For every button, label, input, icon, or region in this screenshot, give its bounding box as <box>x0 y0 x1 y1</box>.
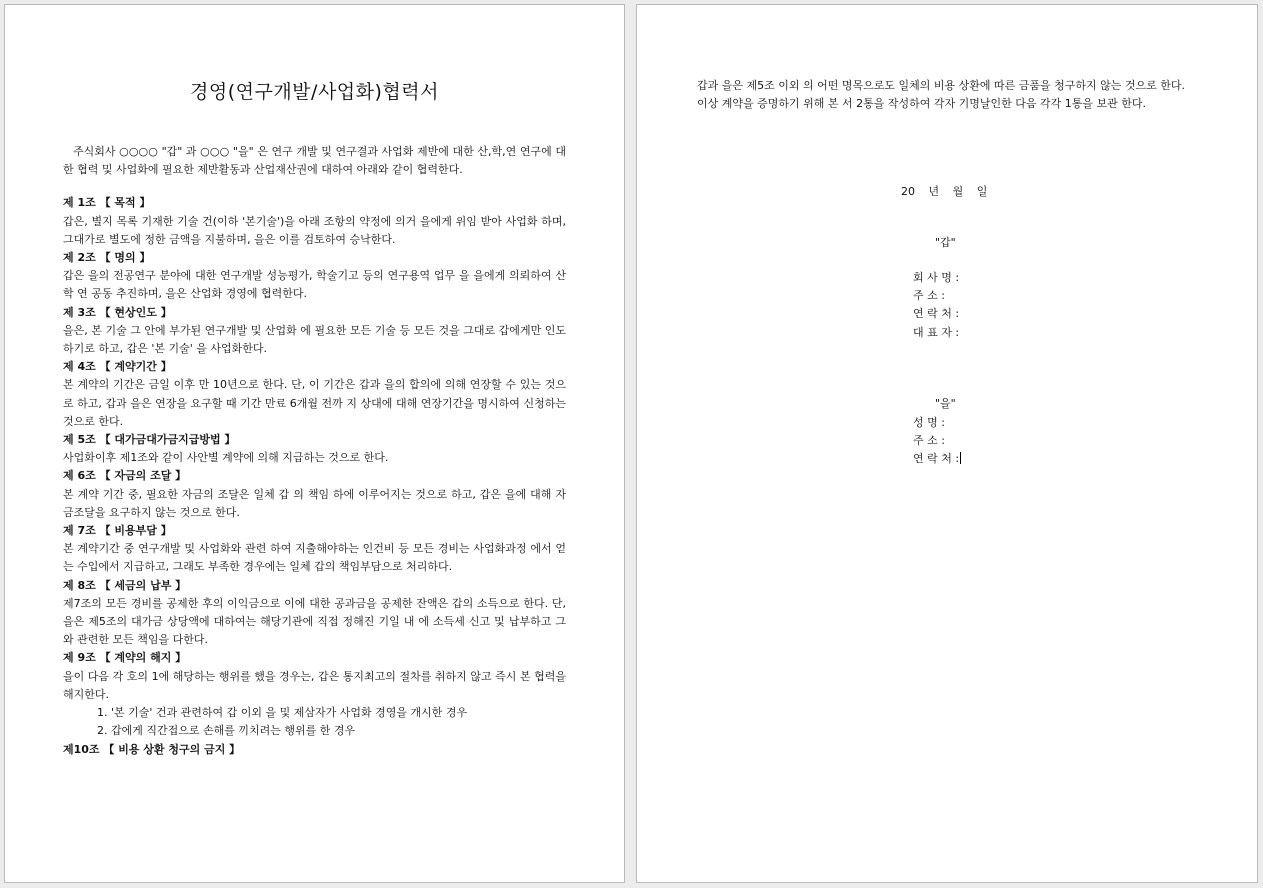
party-b-fields <box>913 414 961 469</box>
article-paragraph: 을이 다음 각 호의 1에 해당하는 행위를 했을 경우는, 갑은 통지최고의 절차를 취하지 않고 즉시 본 협력을 해지한다. <box>63 669 566 701</box>
article-heading: 제 8조 【 세금의 납부 】 <box>63 578 187 592</box>
list-item: 2. 갑에게 직간접으로 손해를 끼치려는 행위를 한 경우 <box>97 724 356 738</box>
party-a-fields <box>913 269 959 342</box>
article-heading: 제10조 【 비용 상환 청구의 금지 】 <box>63 742 241 756</box>
intro-paragraph: 주식회사 ○○○○ "갑" 과 ○○○ "을" 은 연구 개발 및 연구결과 사업화 제반에 대한 산,학,연 연구에 대한 협력 및 사업화에 필요한 제반활동과 산업재산권에 대하여 아래와 같이 협력한다. <box>63 145 566 177</box>
article-heading: 제 6조 【 자금의 조달 】 <box>63 469 187 483</box>
article-paragraph: 갑은, 별지 목록 기재한 기술 건(이하 '본기술')을 아래 조항의 약정에 의거 을에게 위임 받아 사업화 하며,그대가로 별도에 정한 금액을 지불하며, 을은 이를 검토하여 승낙한다. <box>63 214 566 246</box>
article-heading: 제 4조 【 계약기간 】 <box>63 360 172 374</box>
address-field[interactable]: 주 소 : <box>913 289 945 303</box>
article-paragraph: 본 계약 기간 중, 필요한 자금의 조달은 일체 갑 의 책임 하에 이루어지는 것으로 하고, 갑은 을에 대해 자금조달을 요구하지 않는 것으로 한다. <box>63 487 566 519</box>
page-1-body[interactable] <box>63 143 566 759</box>
document-page-1 <box>4 4 625 883</box>
contact-field[interactable] <box>913 450 961 468</box>
article-paragraph: 사업화이후 제1조와 같이 사안별 계약에 의해 지급하는 것으로 한다. <box>63 451 389 465</box>
articles-list <box>63 194 566 758</box>
company-name-field[interactable]: 회 사 명 : <box>913 271 960 284</box>
article-heading: 제 1조 【 목적 】 <box>63 196 151 210</box>
article-heading: 제 9조 【 계약의 해지 】 <box>63 651 187 665</box>
paragraph: 이상 계약을 증명하기 위해 본 서 2통을 작성하여 각자 기명날인한 다음 각각 1통을 보관 한다. <box>697 97 1146 111</box>
article-paragraph: 본 계약의 기간은 금일 이후 만 10년으로 한다. 단, 이 기간은 갑과 을의 합의에 의해 연장할 수 있는 것으로 하고, 갑과 을은 연장을 요구할 때 기간 만료 6개월 전까 지 상대에 대해 연장기간을 명시하여 신청하는 것으로 한다. <box>63 378 566 428</box>
representative-field[interactable]: 대 표 자 : <box>913 325 960 339</box>
article-heading: 제 7조 【 비용부담 】 <box>63 524 172 538</box>
address-field[interactable]: 주 소 : <box>913 434 945 448</box>
article-heading: 제 3조 【 현상인도 】 <box>63 305 172 319</box>
article-heading: 제 2조 【 명의 】 <box>63 251 151 265</box>
document-title: 경영(연구개발/사업화)협력서 <box>190 81 439 103</box>
party-b-label: "을" <box>935 397 956 410</box>
contact-field[interactable]: 연 락 처 : <box>913 307 960 321</box>
text-cursor <box>960 452 961 464</box>
article-paragraph: 을은, 본 기술 그 안에 부가된 연구개발 및 산업화 에 필요한 모든 기술 등 모든 것을 그대로 갑에게만 인도하기로 하고, 갑은 '본 기술' 을 사업화한다. <box>63 323 566 356</box>
article-paragraph: 본 계약기간 중 연구개발 및 사업화와 관련 하여 지출해야하는 인건비 등 모든 경비는 사업화과정 에서 얻는 수입에서 지급하고, 그래도 부족한 경우에는 일체 갑의 책임부담으로 처리하다. <box>63 542 566 574</box>
paragraph: 갑과 을은 제5조 이외 의 어떤 명목으로도 일체의 비용 상환에 따른 금품을 청구하지 않는 것으로 한다. <box>697 79 1185 92</box>
article-paragraph: 갑은 을의 전공연구 분야에 대한 연구개발 성능평가, 학술기고 등의 연구용역 업무 을 을에게 의뢰하여 산 학 연 공동 추진하며, 을은 산업화 경영에 협력한다. <box>63 269 566 301</box>
list-item: 1. '본 기술' 건과 관련하여 갑 이외 을 및 제삼자가 사업화 경영을 개시한 경우 <box>97 706 468 720</box>
party-a-label: "갑" <box>935 236 956 249</box>
page-2-body[interactable] <box>697 77 1197 113</box>
date-line: 20 년 월 일 <box>901 185 988 198</box>
article-heading: 제 5조 【 대가금대가금지급방법 】 <box>63 433 236 447</box>
contact-field-label: 연 락 처 : <box>913 452 960 466</box>
name-field[interactable]: 성 명 : <box>913 416 945 429</box>
document-page-2 <box>636 4 1258 883</box>
article-paragraph: 제7조의 모든 경비를 공제한 후의 이익금으로 이에 대한 공과금을 공제한 잔액은 갑의 소득으로 한다. 단, 을은 제5조의 대가금 상당액에 대하여는 해당기관에 직접 정해진 기일 내 에 소득세 신고 및 납부하고 그와 관련한 모든 책임을 다한다. <box>63 596 566 647</box>
